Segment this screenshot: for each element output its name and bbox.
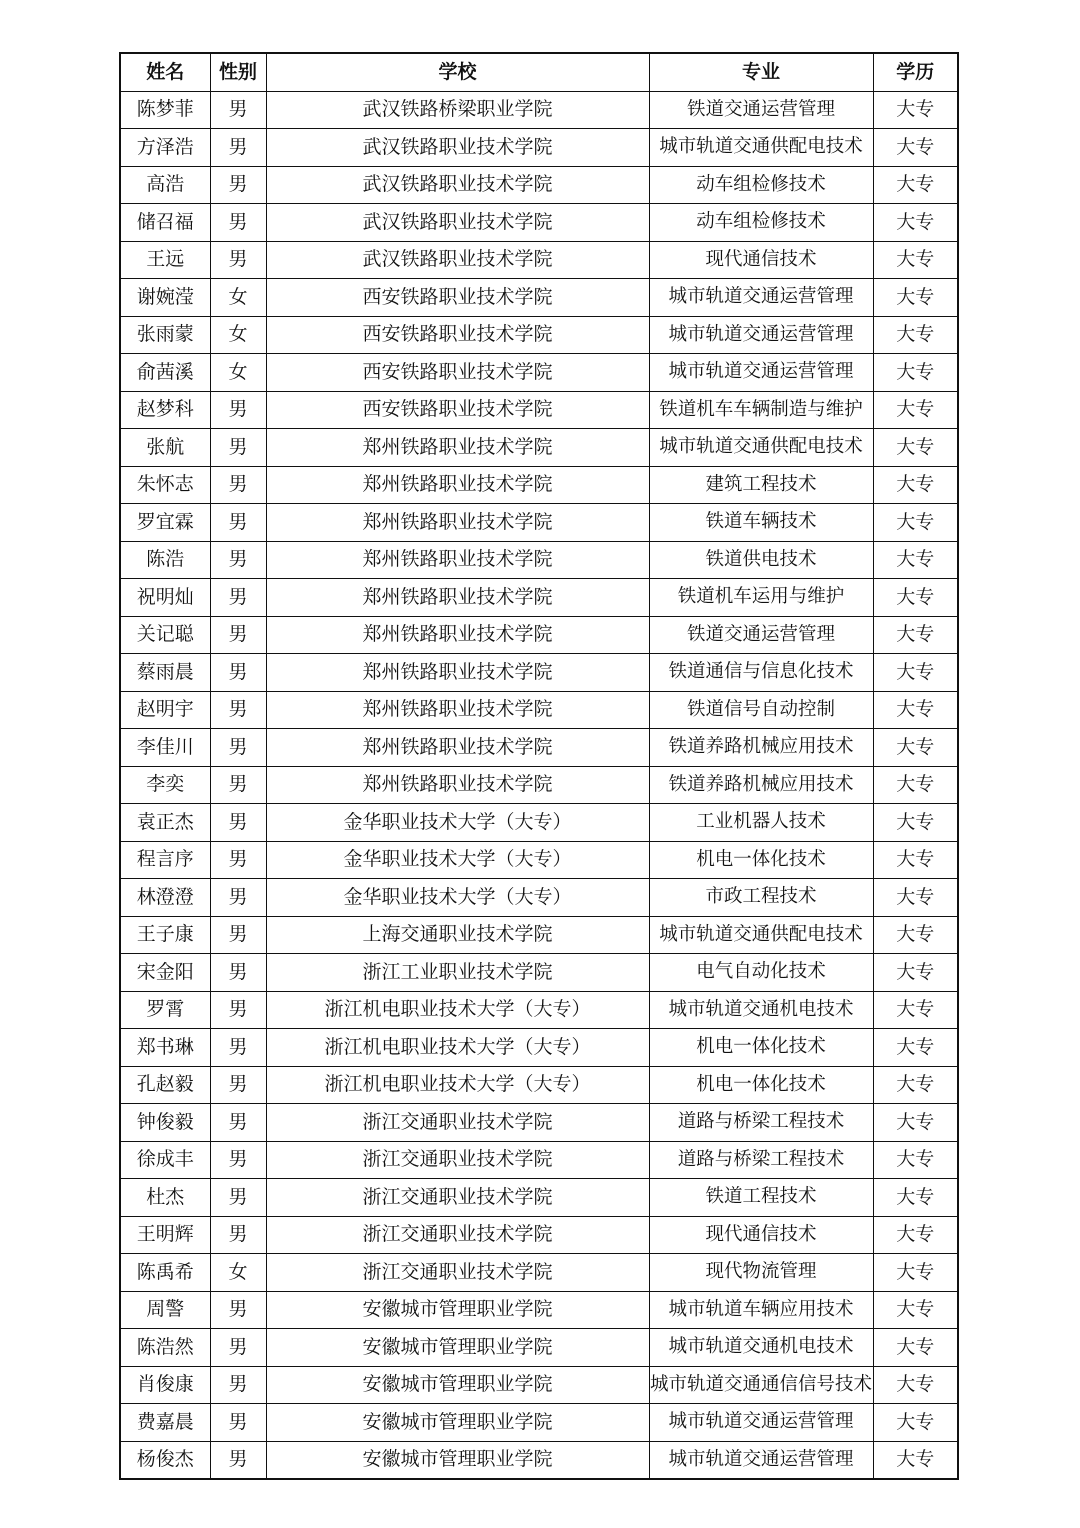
cell-school: 浙江工业职业技术学院	[266, 954, 649, 992]
cell-education: 大专	[873, 1104, 958, 1142]
cell-school: 郑州铁路职业技术学院	[266, 654, 649, 692]
cell-education: 大专	[873, 654, 958, 692]
cell-education: 大专	[873, 691, 958, 729]
cell-school: 金华职业技术大学（大专）	[266, 879, 649, 917]
cell-major: 铁道信号自动控制	[649, 691, 873, 729]
cell-major: 城市轨道交通运营管理	[649, 354, 873, 392]
table-row	[120, 991, 958, 1029]
cell-school: 郑州铁路职业技术学院	[266, 429, 649, 467]
cell-name: 蔡雨晨	[120, 654, 210, 692]
cell-school: 安徽城市管理职业学院	[266, 1329, 649, 1367]
cell-major: 道路与桥梁工程技术	[649, 1104, 873, 1142]
cell-school: 浙江机电职业技术大学（大专）	[266, 991, 649, 1029]
cell-school: 浙江交通职业技术学院	[266, 1179, 649, 1217]
cell-school: 金华职业技术大学（大专）	[266, 804, 649, 842]
cell-school: 金华职业技术大学（大专）	[266, 841, 649, 879]
cell-name: 宋金阳	[120, 954, 210, 992]
cell-school: 郑州铁路职业技术学院	[266, 466, 649, 504]
cell-major: 铁道交通运营管理	[649, 91, 873, 129]
cell-school: 郑州铁路职业技术学院	[266, 616, 649, 654]
cell-name: 杨俊杰	[120, 1441, 210, 1479]
table-row	[120, 1179, 958, 1217]
cell-major: 城市轨道交通供配电技术	[649, 129, 873, 167]
cell-name: 林澄澄	[120, 879, 210, 917]
cell-school: 浙江交通职业技术学院	[266, 1254, 649, 1292]
cell-name: 孔赵毅	[120, 1066, 210, 1104]
cell-gender: 男	[210, 1216, 266, 1254]
cell-major: 城市轨道交通运营管理	[649, 279, 873, 317]
cell-name: 陈禹希	[120, 1254, 210, 1292]
cell-gender: 男	[210, 841, 266, 879]
cell-education: 大专	[873, 1066, 958, 1104]
cell-name: 肖俊康	[120, 1366, 210, 1404]
cell-school: 武汉铁路职业技术学院	[266, 241, 649, 279]
cell-major: 动车组检修技术	[649, 166, 873, 204]
cell-name: 关记聪	[120, 616, 210, 654]
cell-gender: 男	[210, 1441, 266, 1479]
cell-gender: 男	[210, 429, 266, 467]
table-row	[120, 1104, 958, 1142]
cell-major: 铁道养路机械应用技术	[649, 766, 873, 804]
cell-name: 袁正杰	[120, 804, 210, 842]
cell-name: 钟俊毅	[120, 1104, 210, 1142]
cell-school: 上海交通职业技术学院	[266, 916, 649, 954]
cell-school: 武汉铁路职业技术学院	[266, 166, 649, 204]
cell-education: 大专	[873, 1291, 958, 1329]
cell-gender: 男	[210, 654, 266, 692]
cell-gender: 男	[210, 1291, 266, 1329]
cell-school: 安徽城市管理职业学院	[266, 1441, 649, 1479]
cell-name: 徐成丰	[120, 1141, 210, 1179]
cell-education: 大专	[873, 166, 958, 204]
table-row	[120, 616, 958, 654]
cell-gender: 男	[210, 1366, 266, 1404]
cell-name: 杜杰	[120, 1179, 210, 1217]
cell-major: 现代物流管理	[649, 1254, 873, 1292]
cell-education: 大专	[873, 991, 958, 1029]
cell-education: 大专	[873, 916, 958, 954]
cell-major: 工业机器人技术	[649, 804, 873, 842]
cell-gender: 男	[210, 879, 266, 917]
cell-major: 城市轨道交通机电技术	[649, 1329, 873, 1367]
cell-major: 铁道供电技术	[649, 541, 873, 579]
cell-major: 城市轨道交通运营管理	[649, 1404, 873, 1442]
cell-school: 西安铁路职业技术学院	[266, 316, 649, 354]
cell-name: 高浩	[120, 166, 210, 204]
cell-gender: 女	[210, 354, 266, 392]
cell-education: 大专	[873, 391, 958, 429]
cell-school: 西安铁路职业技术学院	[266, 279, 649, 317]
table-row	[120, 541, 958, 579]
cell-gender: 男	[210, 616, 266, 654]
table-row	[120, 1291, 958, 1329]
cell-school: 浙江机电职业技术大学（大专）	[266, 1066, 649, 1104]
cell-major: 电气自动化技术	[649, 954, 873, 992]
cell-gender: 男	[210, 1104, 266, 1142]
cell-major: 机电一体化技术	[649, 1029, 873, 1067]
cell-school: 浙江交通职业技术学院	[266, 1216, 649, 1254]
table-row	[120, 1366, 958, 1404]
table-row	[120, 129, 958, 167]
cell-education: 大专	[873, 1216, 958, 1254]
cell-major: 铁道工程技术	[649, 1179, 873, 1217]
cell-school: 郑州铁路职业技术学院	[266, 729, 649, 767]
cell-school: 郑州铁路职业技术学院	[266, 766, 649, 804]
cell-major: 铁道养路机械应用技术	[649, 729, 873, 767]
cell-school: 浙江机电职业技术大学（大专）	[266, 1029, 649, 1067]
cell-name: 陈梦菲	[120, 91, 210, 129]
cell-name: 罗霄	[120, 991, 210, 1029]
cell-gender: 男	[210, 1329, 266, 1367]
table-row	[120, 91, 958, 129]
cell-school: 浙江交通职业技术学院	[266, 1141, 649, 1179]
cell-gender: 男	[210, 91, 266, 129]
header-major: 专业	[649, 53, 873, 91]
table-row	[120, 354, 958, 392]
cell-education: 大专	[873, 1329, 958, 1367]
cell-gender: 男	[210, 954, 266, 992]
cell-name: 罗宜霖	[120, 504, 210, 542]
cell-school: 郑州铁路职业技术学院	[266, 579, 649, 617]
cell-major: 铁道机车车辆制造与维护	[649, 391, 873, 429]
cell-gender: 男	[210, 691, 266, 729]
cell-education: 大专	[873, 841, 958, 879]
cell-name: 陈浩然	[120, 1329, 210, 1367]
cell-major: 铁道通信与信息化技术	[649, 654, 873, 692]
cell-major: 城市轨道交通运营管理	[649, 1441, 873, 1479]
cell-school: 武汉铁路职业技术学院	[266, 129, 649, 167]
cell-education: 大专	[873, 954, 958, 992]
cell-name: 朱怀志	[120, 466, 210, 504]
table-row	[120, 391, 958, 429]
cell-major: 机电一体化技术	[649, 1066, 873, 1104]
cell-gender: 男	[210, 1404, 266, 1442]
cell-gender: 男	[210, 916, 266, 954]
cell-education: 大专	[873, 804, 958, 842]
table-row	[120, 691, 958, 729]
cell-education: 大专	[873, 1366, 958, 1404]
cell-gender: 男	[210, 1141, 266, 1179]
cell-gender: 男	[210, 579, 266, 617]
cell-name: 张雨蒙	[120, 316, 210, 354]
cell-education: 大专	[873, 1179, 958, 1217]
cell-gender: 男	[210, 241, 266, 279]
cell-gender: 男	[210, 766, 266, 804]
cell-name: 赵明宇	[120, 691, 210, 729]
cell-major: 城市轨道交通运营管理	[649, 316, 873, 354]
table-row	[120, 804, 958, 842]
cell-major: 铁道车辆技术	[649, 504, 873, 542]
cell-education: 大专	[873, 429, 958, 467]
cell-gender: 男	[210, 541, 266, 579]
table-row	[120, 1404, 958, 1442]
table-row	[120, 954, 958, 992]
cell-education: 大专	[873, 241, 958, 279]
header-name: 姓名	[120, 53, 210, 91]
cell-major: 市政工程技术	[649, 879, 873, 917]
cell-name: 赵梦科	[120, 391, 210, 429]
table-row	[120, 204, 958, 242]
table-row	[120, 1141, 958, 1179]
cell-education: 大专	[873, 1441, 958, 1479]
header-gender: 性别	[210, 53, 266, 91]
table-row	[120, 654, 958, 692]
table-row	[120, 1441, 958, 1479]
cell-major: 铁道机车运用与维护	[649, 579, 873, 617]
header-education: 学历	[873, 53, 958, 91]
cell-major: 城市轨道交通通信信号技术	[649, 1366, 873, 1404]
cell-gender: 男	[210, 1179, 266, 1217]
cell-education: 大专	[873, 504, 958, 542]
table-row	[120, 1029, 958, 1067]
cell-name: 王子康	[120, 916, 210, 954]
cell-school: 郑州铁路职业技术学院	[266, 504, 649, 542]
cell-education: 大专	[873, 204, 958, 242]
cell-gender: 女	[210, 316, 266, 354]
cell-name: 方泽浩	[120, 129, 210, 167]
cell-education: 大专	[873, 1404, 958, 1442]
cell-gender: 男	[210, 166, 266, 204]
cell-education: 大专	[873, 316, 958, 354]
cell-gender: 男	[210, 804, 266, 842]
cell-name: 储召福	[120, 204, 210, 242]
table-row	[120, 729, 958, 767]
cell-school: 浙江交通职业技术学院	[266, 1104, 649, 1142]
cell-education: 大专	[873, 616, 958, 654]
cell-gender: 男	[210, 991, 266, 1029]
cell-name: 郑书琳	[120, 1029, 210, 1067]
cell-major: 现代通信技术	[649, 241, 873, 279]
cell-name: 祝明灿	[120, 579, 210, 617]
table-row	[120, 166, 958, 204]
cell-school: 武汉铁路桥梁职业学院	[266, 91, 649, 129]
cell-name: 俞茜溪	[120, 354, 210, 392]
cell-name: 谢婉滢	[120, 279, 210, 317]
cell-education: 大专	[873, 1029, 958, 1067]
cell-education: 大专	[873, 466, 958, 504]
table-row	[120, 1216, 958, 1254]
cell-major: 机电一体化技术	[649, 841, 873, 879]
cell-major: 铁道交通运营管理	[649, 616, 873, 654]
cell-name: 王明辉	[120, 1216, 210, 1254]
cell-gender: 男	[210, 391, 266, 429]
cell-major: 动车组检修技术	[649, 204, 873, 242]
cell-major: 城市轨道交通机电技术	[649, 991, 873, 1029]
table-row	[120, 1254, 958, 1292]
table-row	[120, 466, 958, 504]
cell-name: 费嘉晨	[120, 1404, 210, 1442]
recruit-table	[119, 52, 959, 1480]
table-row	[120, 316, 958, 354]
table-row	[120, 841, 958, 879]
cell-gender: 男	[210, 1066, 266, 1104]
cell-major: 道路与桥梁工程技术	[649, 1141, 873, 1179]
cell-school: 安徽城市管理职业学院	[266, 1291, 649, 1329]
table-row	[120, 504, 958, 542]
cell-education: 大专	[873, 579, 958, 617]
cell-gender: 男	[210, 204, 266, 242]
cell-school: 西安铁路职业技术学院	[266, 391, 649, 429]
cell-name: 周警	[120, 1291, 210, 1329]
cell-school: 安徽城市管理职业学院	[266, 1404, 649, 1442]
cell-major: 城市轨道交通供配电技术	[649, 429, 873, 467]
cell-gender: 男	[210, 504, 266, 542]
cell-name: 陈浩	[120, 541, 210, 579]
cell-name: 张航	[120, 429, 210, 467]
cell-name: 程言序	[120, 841, 210, 879]
cell-school: 郑州铁路职业技术学院	[266, 541, 649, 579]
cell-education: 大专	[873, 279, 958, 317]
cell-education: 大专	[873, 1254, 958, 1292]
cell-gender: 男	[210, 466, 266, 504]
cell-gender: 女	[210, 1254, 266, 1292]
cell-education: 大专	[873, 129, 958, 167]
cell-name: 李佳川	[120, 729, 210, 767]
cell-gender: 男	[210, 129, 266, 167]
cell-gender: 男	[210, 1029, 266, 1067]
cell-education: 大专	[873, 766, 958, 804]
table-row	[120, 279, 958, 317]
table-row	[120, 579, 958, 617]
table-row	[120, 429, 958, 467]
cell-major: 城市轨道车辆应用技术	[649, 1291, 873, 1329]
table-row	[120, 1329, 958, 1367]
cell-school: 郑州铁路职业技术学院	[266, 691, 649, 729]
cell-name: 王远	[120, 241, 210, 279]
table-row	[120, 1066, 958, 1104]
cell-major: 城市轨道交通供配电技术	[649, 916, 873, 954]
cell-major: 现代通信技术	[649, 1216, 873, 1254]
cell-education: 大专	[873, 91, 958, 129]
cell-school: 西安铁路职业技术学院	[266, 354, 649, 392]
table-row	[120, 879, 958, 917]
table-row	[120, 241, 958, 279]
cell-name: 李奕	[120, 766, 210, 804]
cell-gender: 男	[210, 729, 266, 767]
cell-education: 大专	[873, 354, 958, 392]
cell-major: 建筑工程技术	[649, 466, 873, 504]
cell-education: 大专	[873, 541, 958, 579]
cell-gender: 女	[210, 279, 266, 317]
cell-education: 大专	[873, 879, 958, 917]
cell-education: 大专	[873, 1141, 958, 1179]
cell-education: 大专	[873, 729, 958, 767]
table-row	[120, 766, 958, 804]
table-row	[120, 916, 958, 954]
header-school: 学校	[266, 53, 649, 91]
cell-school: 武汉铁路职业技术学院	[266, 204, 649, 242]
cell-school: 安徽城市管理职业学院	[266, 1366, 649, 1404]
header-row	[120, 53, 958, 91]
